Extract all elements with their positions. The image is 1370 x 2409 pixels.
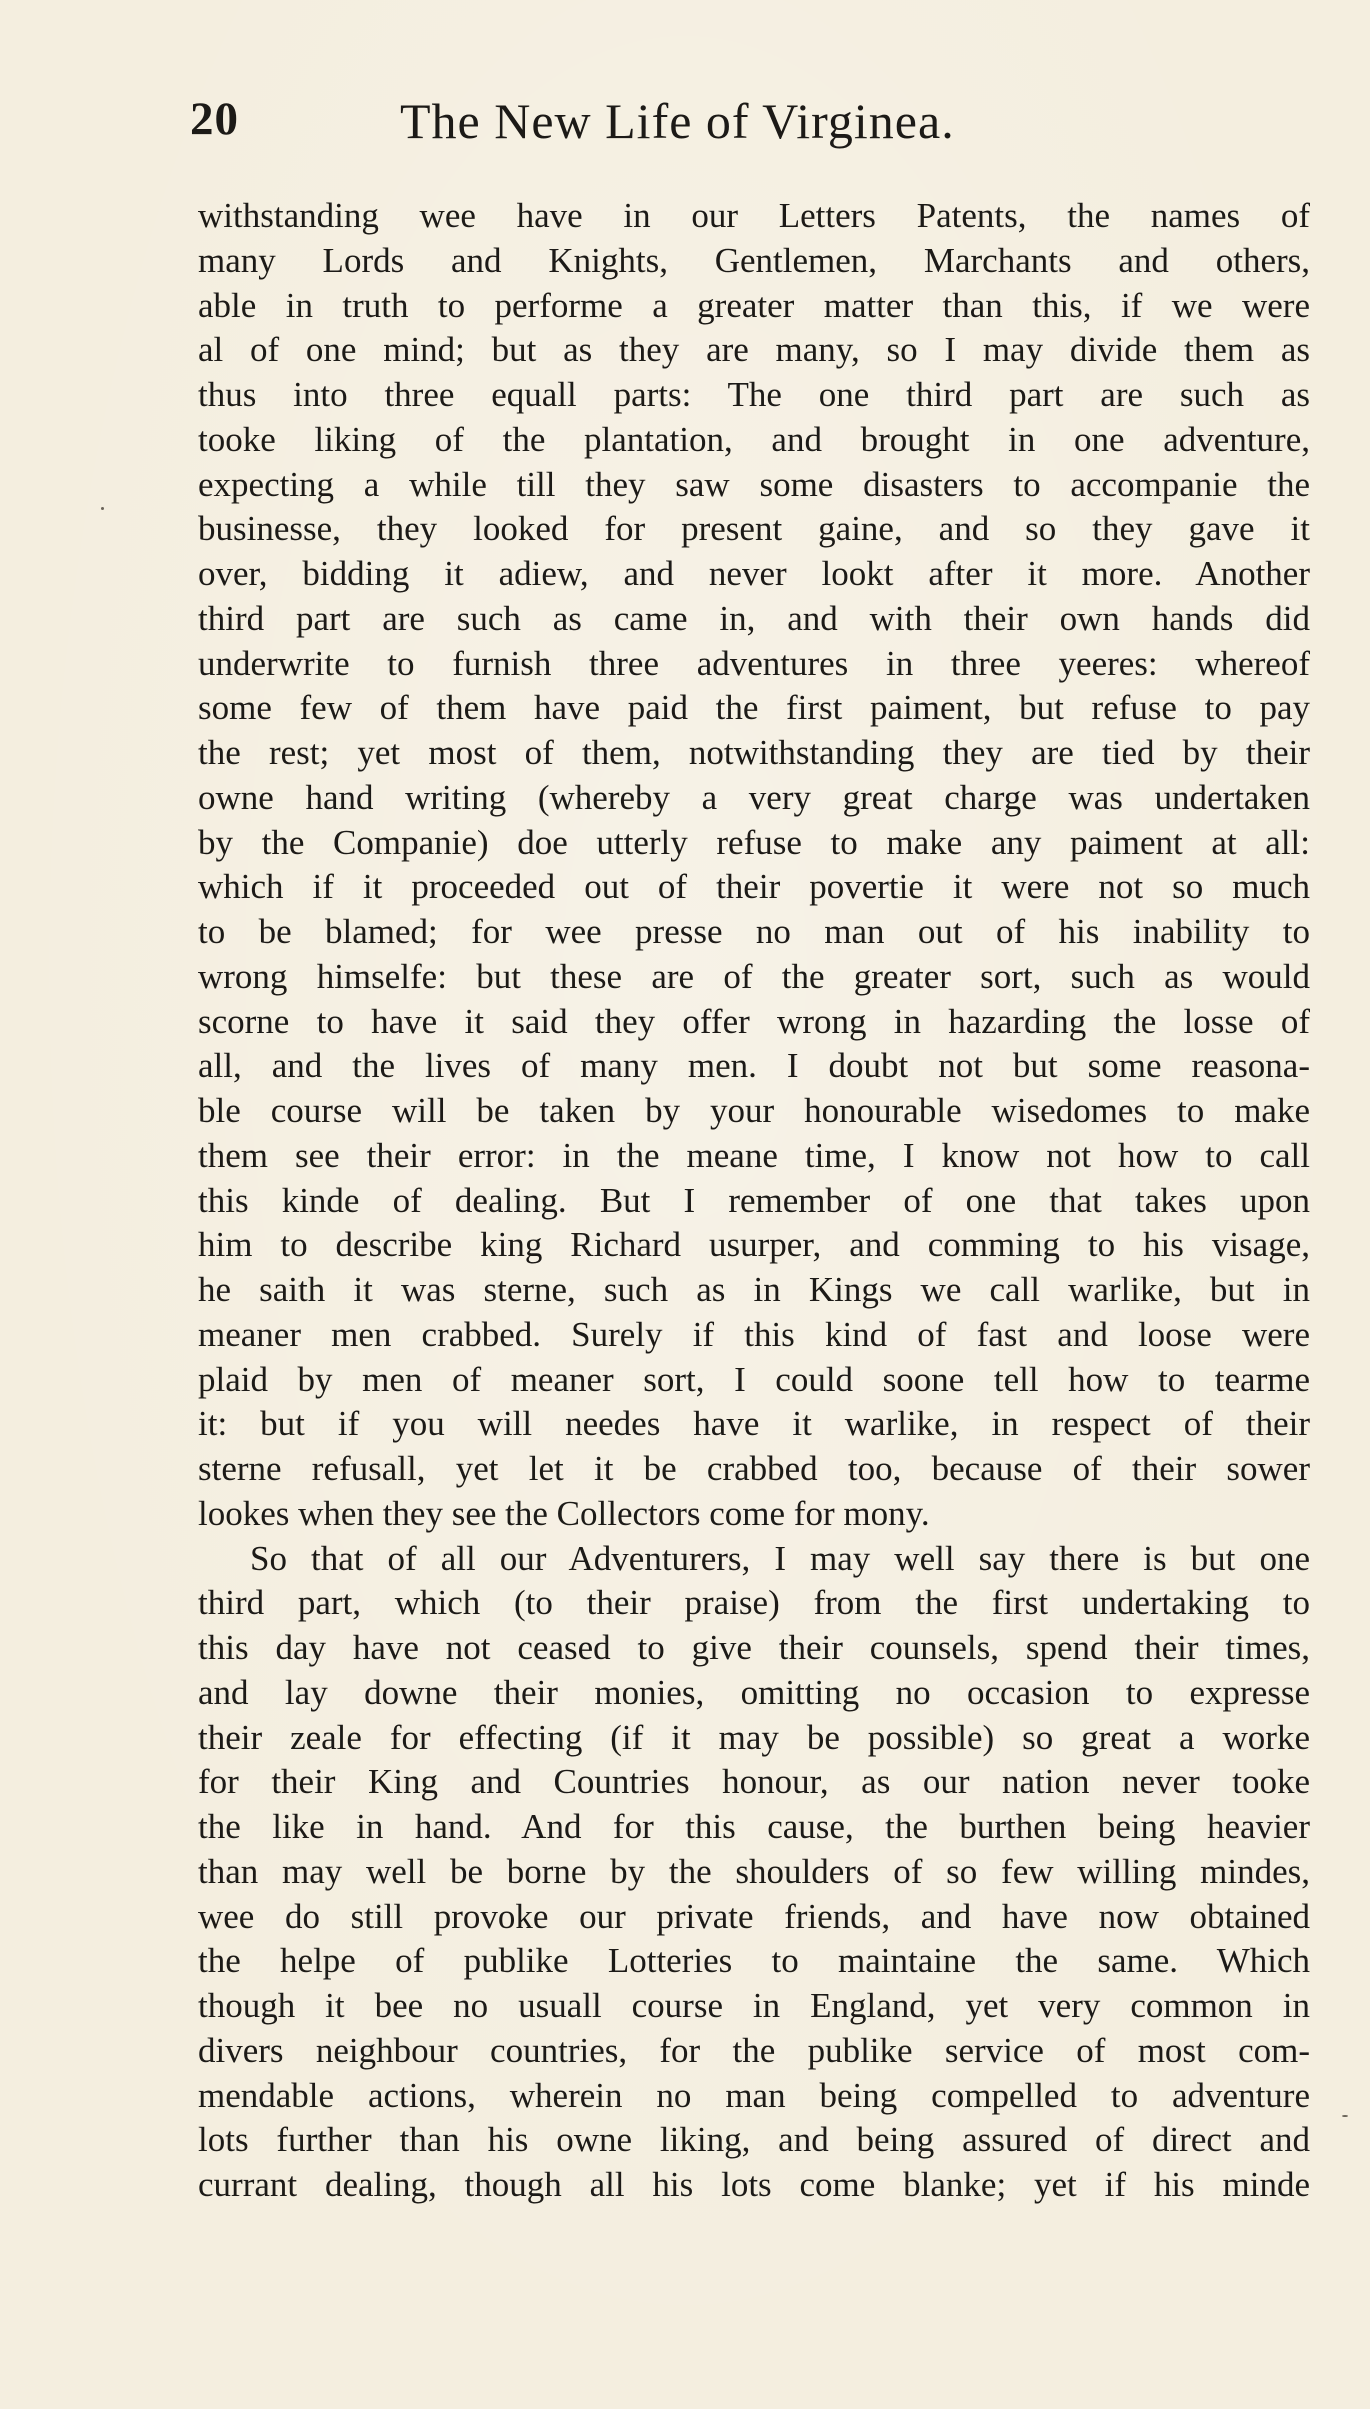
text-line: So that of all our Adventurers, I may well say there is but one [250,1538,1310,1578]
text-line: third part, which (to their praise) from the first undertaking to [198,1583,1310,1623]
text-line: scorne to have it said they offer wrong in hazarding the losse of [198,1001,1310,1041]
page-number: 20 [190,93,239,145]
text-line: thus into three equall parts: The one third part are such as [198,375,1310,414]
text-line: him to describe king Richard usurper, and comming to his visage, [198,1225,1310,1265]
text-line: third part are such as came in, and with their own hands did [198,598,1310,638]
text-line: lots further than his owne liking, and being assured of direct and [198,2120,1310,2160]
text-line: divers neighbour countries, for the publike service of most com- [198,2030,1310,2070]
text-line: able in truth to performe a greater matter than this, if we were [198,285,1310,325]
paper-speck [1342,2115,1348,2117]
text-line: withstanding wee have in our Letters Patents, the names of [198,196,1310,235]
paragraph [198,1537,1310,2208]
text-line: many Lords and Knights, Gentlemen, Marchants and others, [198,240,1310,280]
text-line: this kinde of dealing. But I remember of one that takes upon [198,1180,1310,1220]
text-line: expecting a while till they saw some disasters to accompanie the [198,464,1310,504]
paragraph [198,194,1310,1537]
running-title: The New Life of Virginea. [400,93,955,149]
text-line: currant dealing, though all his lots come blanke; yet if his minde [198,2165,1310,2204]
text-line: the like in hand. And for this cause, the burthen being heavier [198,1807,1310,1846]
text-line: all, and the lives of many men. I doubt not but some reasona- [198,1046,1310,1086]
text-line: their zeale for effecting (if it may be possible) so great a worke [198,1717,1310,1757]
text-line: wrong himselfe: but these are of the greater sort, such as would [198,956,1310,996]
text-line: them see their error: in the meane time, I know not how to call [198,1135,1310,1175]
text-line: for their King and Countries honour, as our nation never tooke [198,1762,1310,1802]
text-line: tooke liking of the plantation, and brought in one adventure, [198,419,1310,459]
text-line: mendable actions, wherein no man being compelled to adventure [198,2075,1310,2115]
text-line: which if it proceeded out of their povertie it were not so much [198,867,1310,907]
text-line: al of one mind; but as they are many, so I may divide them as [198,330,1310,370]
text-line: by the Companie) doe utterly refuse to make any paiment at all: [198,822,1310,862]
text-line: the helpe of publike Lotteries to maintaine the same. Which [198,1941,1310,1981]
text-line: though it bee no usuall course in England, yet very common in [198,1986,1310,2025]
text-line: wee do still provoke our private friends, and have now obtained [198,1896,1310,1936]
text-line: and lay downe their monies, omitting no occasion to expresse [198,1672,1310,1712]
text-line: businesse, they looked for present gaine, and so they gave it [198,509,1310,549]
text-line: the rest; yet most of them, notwithstanding they are tied by their [198,733,1310,772]
text-line: some few of them have paid the first paiment, but refuse to pay [198,688,1310,728]
text-line: it: but if you will needes have it warlike, in respect of their [198,1404,1310,1444]
page-header [190,92,1300,162]
text-line: to be blamed; for wee presse no man out of his inability to [198,912,1310,951]
text-line: he saith it was sterne, such as in Kings we call warlike, but in [198,1270,1310,1309]
text-line: meaner men crabbed. Surely if this kind of fast and loose were [198,1314,1310,1354]
text-line: over, bidding it adiew, and never lookt after it more. Another [198,554,1310,593]
text-line: this day have not ceased to give their counsels, spend their times, [198,1628,1310,1667]
paper-speck [101,507,104,510]
text-line: owne hand writing (whereby a very great charge was undertaken [198,777,1310,817]
text-line: plaid by men of meaner sort, I could soone tell how to tearme [198,1359,1310,1399]
body-text [198,194,1310,2208]
text-line: than may well be borne by the shoulders of so few willing mindes, [198,1851,1310,1891]
text-line: underwrite to furnish three adventures in three yeeres: whereof [198,643,1310,683]
text-line: sterne refusall, yet let it be crabbed too, because of their sower [198,1449,1310,1488]
text-line: ble course will be taken by your honourable wisedomes to make [198,1091,1310,1130]
text-line: lookes when they see the Collectors come for mony. [198,1493,930,1533]
